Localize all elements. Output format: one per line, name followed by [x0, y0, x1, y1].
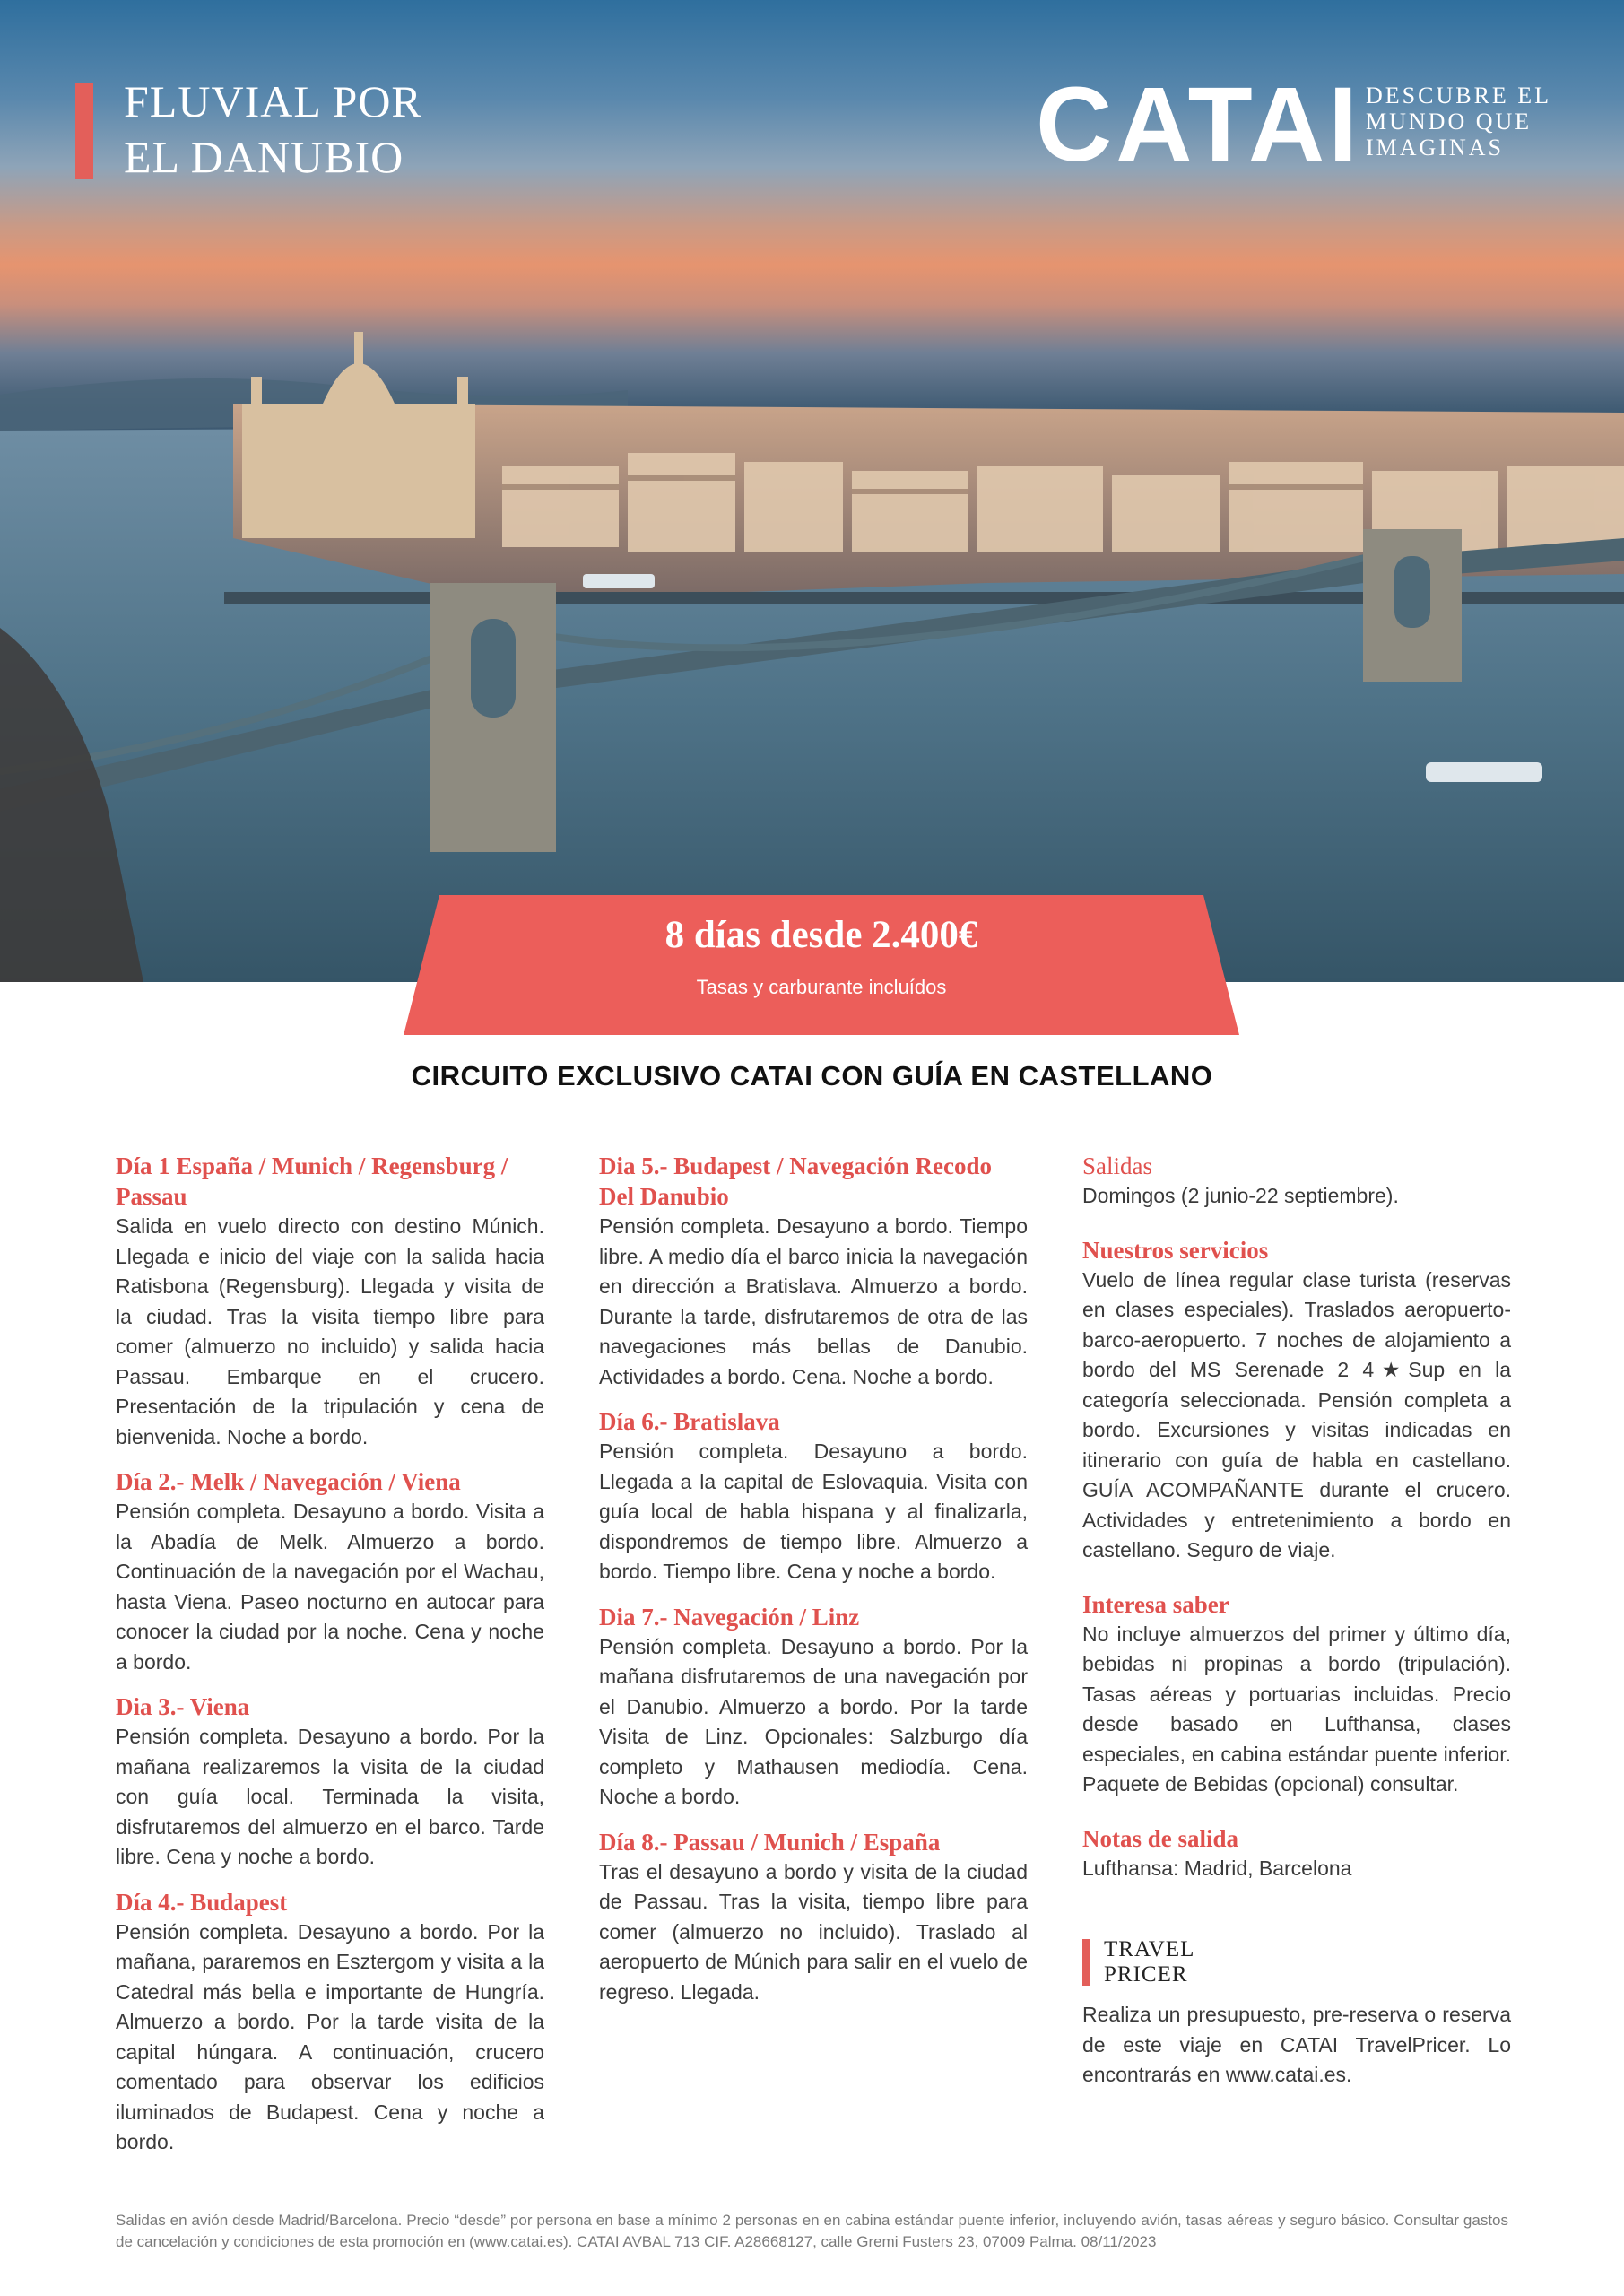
- title-line-2: EL DANUBIO: [124, 132, 404, 182]
- day-title: Dia 3.- Viena: [116, 1693, 250, 1720]
- day-text: Pensión completa. Desayuno a bordo. Llegada a la capital de Eslovaquia. Visita con guía local de habla hispana y al finalizarla, dispondremos de tiempo libre. Almuerzo a bordo. Tiempo libre. Cena y noche a bordo.: [599, 1439, 1028, 1583]
- hero-photo: [0, 0, 1624, 982]
- price-ribbon: [404, 895, 1239, 1035]
- price-note: Tasas y carburante incluídos: [696, 976, 947, 998]
- price-headline: 8 días desde 2.400€: [664, 914, 978, 956]
- page-title: [124, 74, 422, 185]
- tagline-line-2: MUNDO QUE: [1366, 109, 1533, 135]
- info-sidebar: [1082, 1151, 1511, 2114]
- itinerary-column-2: [599, 1151, 1028, 2022]
- day-text: Tras el desayuno a bordo y visita de la ciudad de Passau. Tras la visita, tiempo libre para comer (almuerzo no incluido). Traslado al aeropuerto de Múnich para salir en el vuelo de regreso. Llegada.: [599, 1859, 1028, 2004]
- itinerary-column-1: [116, 1151, 544, 2172]
- travelpricer-line-2: PRICER: [1104, 1962, 1188, 1987]
- day-text: Salida en vuelo directo con destino Múnich. Llegada e inicio del viaje con la salida hacia Ratisbona (Regensburg). Llegada y visita de la ciudad. Tras la visita tiempo libre para comer (almuerzo no incluido) y salida hacia Passau. Embarque en el crucero. Presentación de la tripulación y cena de bienvenida. Noche a bordo.: [116, 1214, 544, 1448]
- legal-footer: Salidas en avión desde Madrid/Barcelona. Precio “desde” por persona en base a mínimo 2 personas en en cabina estándar puente inferior, incluyendo avión, tasas aéreas y seguro básico. Consultar gastos de cancelación y condiciones de esta promoción en (www.catai.es). CATAI AVBAL 713 CIF. A28668127, calle Gremi Fusters 23, 07009 Palma. 08/11/2023: [116, 2212, 1508, 2250]
- itinerary-day: [599, 1602, 1028, 1813]
- travelpricer-wordmark: [1104, 1937, 1194, 1987]
- travelpricer-line-1: TRAVEL: [1104, 1937, 1195, 1961]
- day-title: Día 4.- Budapest: [116, 1888, 288, 1916]
- catai-logo: [1036, 65, 1552, 184]
- itinerary-day: [116, 1151, 544, 1452]
- day-title: Día 2.- Melk / Navegación / Viena: [116, 1468, 461, 1495]
- circuit-subtitle: CIRCUITO EXCLUSIVO CATAI CON GUÍA EN CASTELLANO: [411, 1060, 1213, 1091]
- itinerary-day: [599, 1151, 1028, 1392]
- tagline-line-3: IMAGINAS: [1366, 135, 1504, 161]
- servicios-title: Nuestros servicios: [1082, 1236, 1269, 1264]
- day-title: Día 6.- Bratislava: [599, 1408, 780, 1435]
- itinerary-day: [116, 1692, 544, 1873]
- travelpricer-logo: [1082, 1937, 1511, 1989]
- day-text: Pensión completa. Desayuno a bordo. Visita a la Abadía de Melk. Almuerzo a bordo. Continuación de la navegación por el Wachau, hasta Viena. Paseo nocturno en autocar para conocer la ciudad por la noche. Cena y noche a bordo.: [116, 1500, 544, 1674]
- title-accent-bar: [75, 83, 93, 179]
- day-title: Dia 7.- Navegación / Linz: [599, 1603, 860, 1631]
- itinerary-day: [116, 1887, 544, 2158]
- logo-tagline: [1366, 83, 1551, 161]
- day-text: Pensión completa. Desayuno a bordo. Por la mañana, pararemos en Esztergom y visita a la Catedral más bella e importante de Hungría. Almuerzo a bordo. Por la tarde visita de la capital húngara. A continuación, crucero comentado para observar los edificios iluminados de Budapest. Cena y noche a bordo.: [116, 1919, 544, 2153]
- day-text: Pensión completa. Desayuno a bordo. Por la mañana disfrutaremos de una navegación por el Danubio. Almuerzo a bordo. Por la tarde Visita de Linz. Opcionales: Salzburgo día completo y Mathausen mediodía. Cena. Noche a bordo.: [599, 1634, 1028, 1808]
- servicios-text: Vuelo de línea regular clase turista (reservas en clases especiales). Traslados aeropuerto-barco-aeropuerto. 7 noches de alojamiento a bordo del MS Serenade 2 4★Sup en la categoría seleccionada. Pensión completa a bordo. Excursiones y visitas indicadas en itinerario con guía de habla en castellano. GUÍA ACOMPAÑANTE durante el crucero. Actividades y entretenimiento a bordo en castellano. Seguro de viaje.: [1082, 1267, 1511, 1561]
- itinerary-day: [599, 1406, 1028, 1587]
- day-text: Pensión completa. Desayuno a bordo. Tiempo libre. A medio día el barco inicia la navegación en dirección a Bratislava. Almuerzo a bordo. Durante la tarde, disfrutaremos de otra de las navegaciones más bellas de Danubio. Actividades a bordo. Cena. Noche a bordo.: [599, 1214, 1028, 1388]
- interesa-title: Interesa saber: [1082, 1590, 1229, 1618]
- day-title: Día 1 España / Munich / Regensburg / Passau: [116, 1152, 508, 1210]
- salidas-text: Domingos (2 junio-22 septiembre).: [1082, 1184, 1399, 1207]
- itinerary-day: [599, 1827, 1028, 2008]
- logo-wordmark: CATAI: [1036, 65, 1361, 184]
- day-text: Pensión completa. Desayuno a bordo. Por la mañana realizaremos la visita de la ciudad con guía local. Terminada la visita, disfrutaremos del almuerzo en el barco. Tarde libre. Cena y noche a bordo.: [116, 1725, 544, 1868]
- travelpricer-text: Realiza un presupuesto, pre-reserva o reserva de este viaje en CATAI TravelPricer. Lo encontrarás en www.catai.es.: [1082, 2003, 1511, 2086]
- day-title: Dia 5.- Budapest / Navegación Recodo Del Danubio: [599, 1152, 992, 1210]
- itinerary-day: [116, 1466, 544, 1677]
- interesa-text: No incluye almuerzos del primer y último día, bebidas ni propinas a bordo (tripulación). Tasas aéreas y portuarias incluidas. Precio desde basado en Lufthansa, clases especiales, en cabina estándar puente inferior. Paquete de Bebidas (opcional) consultar.: [1082, 1622, 1511, 1796]
- day-title: Día 8.- Passau / Munich / España: [599, 1828, 941, 1856]
- travelpricer-accent-bar: [1082, 1939, 1090, 1986]
- salidas-title: Salidas: [1082, 1152, 1152, 1179]
- notas-title: Notas de salida: [1082, 1824, 1239, 1852]
- title-line-1: FLUVIAL POR: [124, 76, 422, 126]
- tagline-line-1: DESCUBRE EL: [1366, 83, 1552, 109]
- notas-text: Lufthansa: Madrid, Barcelona: [1082, 1856, 1352, 1880]
